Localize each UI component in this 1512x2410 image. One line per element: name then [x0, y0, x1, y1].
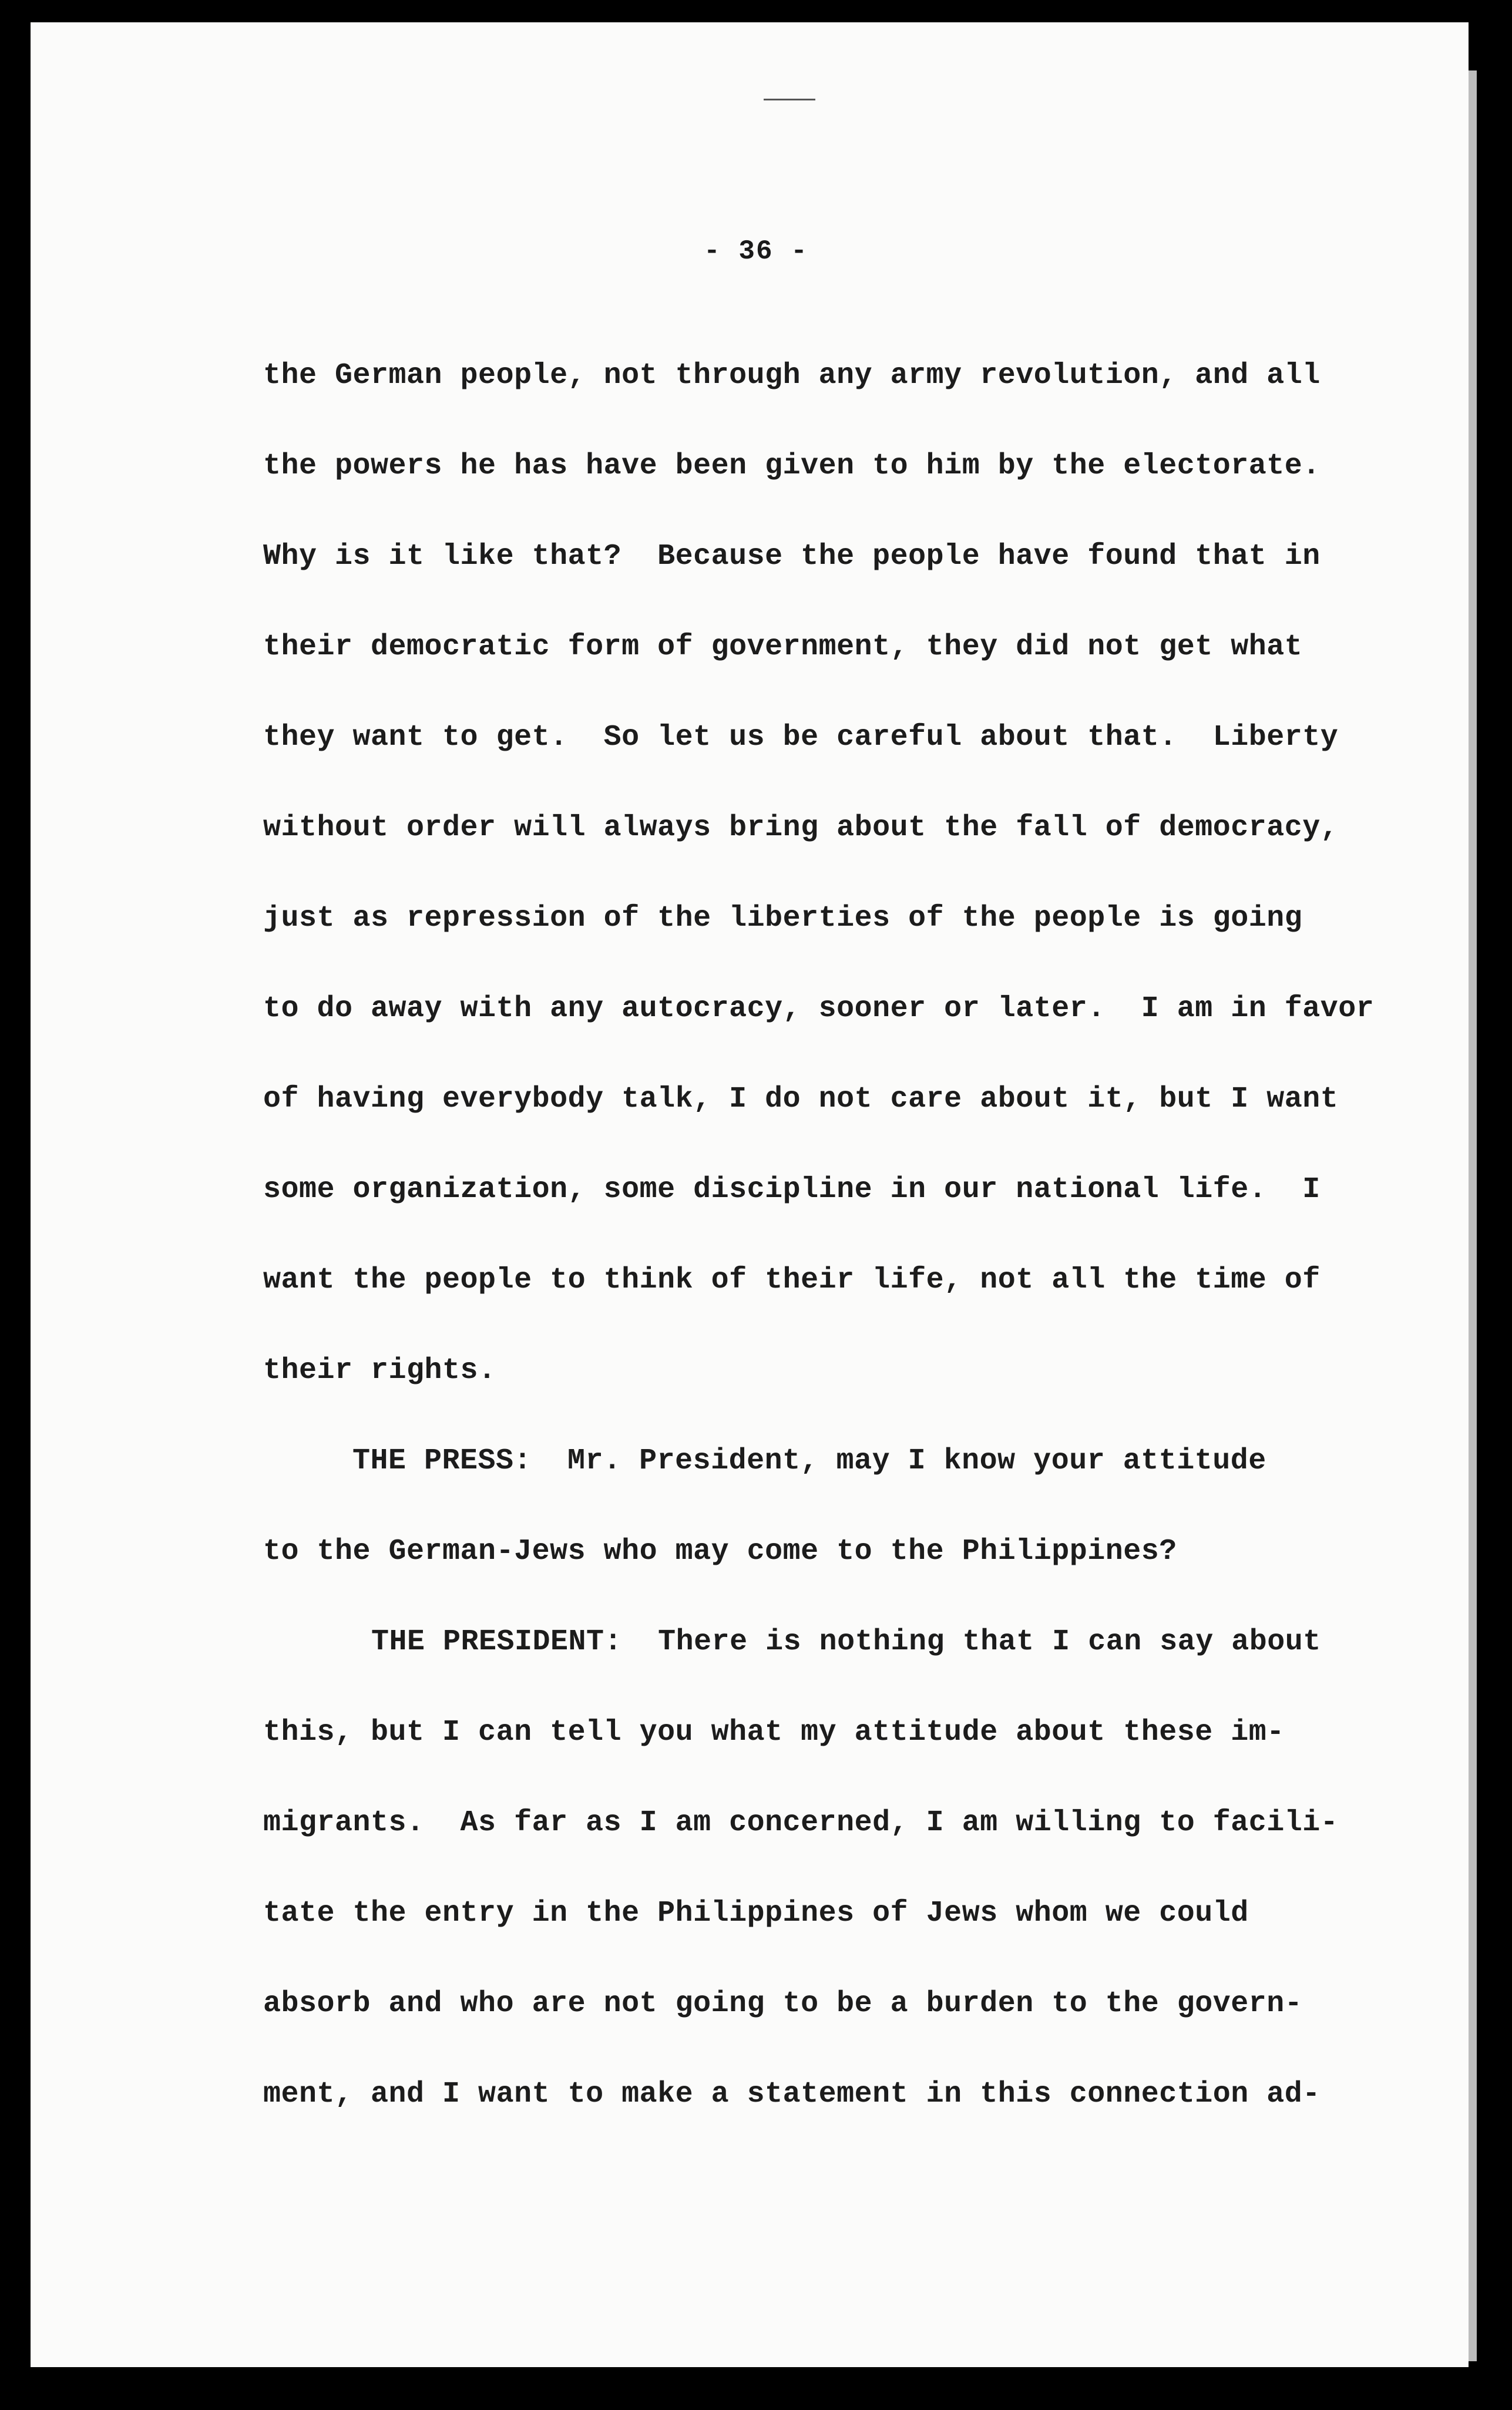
text-line: absorb and who are not going to be a burden to the govern- — [263, 1987, 1303, 2021]
text-line: of having everybody talk, I do not care about it, but I want — [263, 1083, 1339, 1116]
text-line: the German people, not through any army revolution, and all — [263, 359, 1321, 392]
text-line: just as repression of the liberties of the people is going — [263, 902, 1303, 935]
speaker-line: THE PRESIDENT: There is nothing that I can say about — [371, 1625, 1321, 1659]
text-line: want the people to think of their life, not all the time of — [263, 1263, 1321, 1297]
text-line: their democratic form of government, they did not get what — [263, 630, 1303, 664]
page-number: - 36 - — [704, 236, 808, 267]
text-line: the powers he has have been given to him by the electorate. — [263, 449, 1321, 483]
text-line: ment, and I want to make a statement in this connection ad- — [263, 2078, 1321, 2111]
text-line: Why is it like that? Because the people have found that in — [263, 540, 1321, 573]
text-line: some organization, some discipline in our national life. I — [263, 1173, 1321, 1206]
speaker-line: THE PRESS: Mr. President, may I know your attitude — [352, 1444, 1266, 1478]
text-line: to do away with any autocracy, sooner or later. I am in favor — [263, 992, 1375, 1026]
text-line: without order will always bring about the fall of democracy, — [263, 811, 1339, 845]
text-line: migrants. As far as I am concerned, I am willing to facili- — [263, 1806, 1339, 1840]
text-line: this, but I can tell you what my attitude about these im- — [263, 1716, 1285, 1749]
text-line: their rights. — [263, 1354, 496, 1387]
text-line: they want to get. So let us be careful about that. Liberty — [263, 721, 1339, 754]
text-line: to the German-Jews who may come to the Philippines? — [263, 1535, 1177, 1568]
text-line: tate the entry in the Philippines of Jews whom we could — [263, 1897, 1249, 1930]
